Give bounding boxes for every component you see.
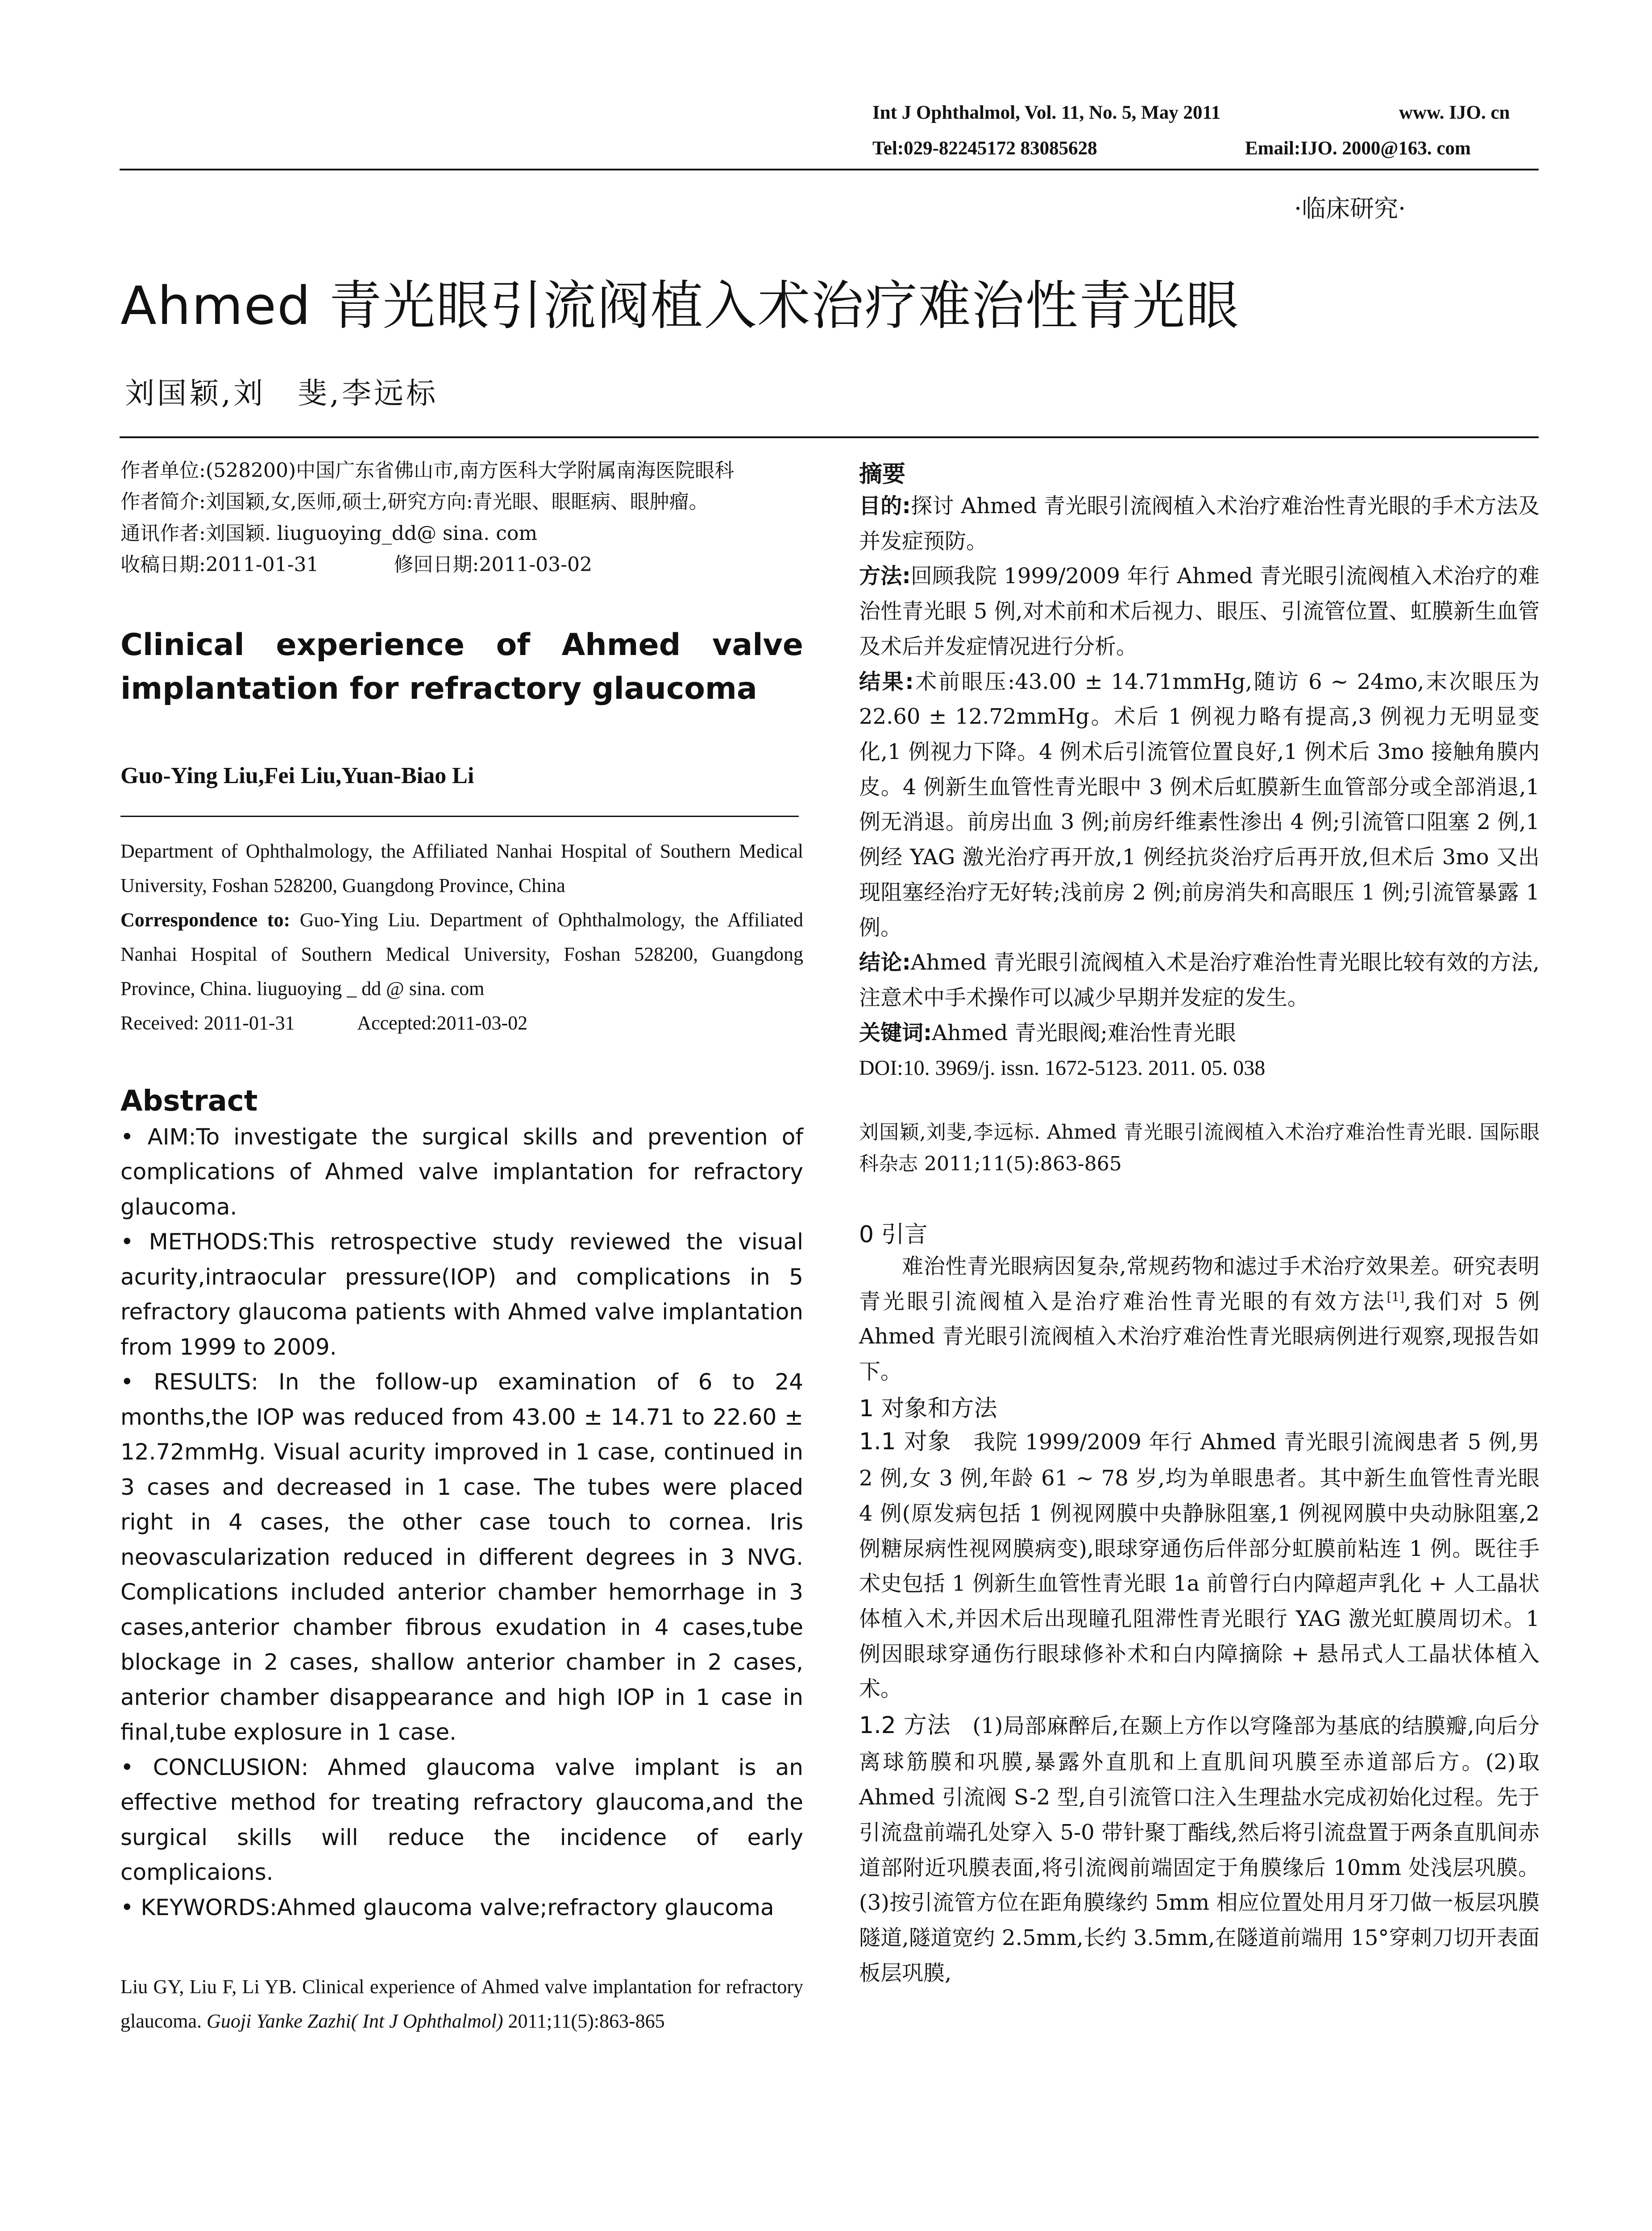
citation-cn: 刘国颖,刘斐,李远标. Ahmed 青光眼引流阀植入术治疗难治性青光眼. 国际眼科杂志 2011;11(5):863-865 [859,1121,1540,1175]
received-date-en: Received: 2011-01-31 [120,1012,295,1034]
section-1-heading: 1 对象和方法 [859,1395,997,1422]
author-affiliation-cn: 作者单位:(528200)中国广东省佛山市,南方医科大学附属南海医院眼科 [120,459,735,482]
right-column [859,455,1540,1990]
journal-tel: Tel:029-82245172 83085628 [872,138,1097,159]
citation-en-journal: Guoji Yanke Zazhi( Int J Ophthalmol) [207,2010,503,2032]
methods-label-cn: 方法: [859,564,911,589]
dates-en [120,1006,803,1040]
abstract-heading-en: Abstract [120,1084,258,1118]
section-1-2-label: 1.2 方法 [859,1712,951,1739]
abstract-keywords-en: • KEYWORDS:Ahmed glaucoma valve;refractory glaucoma [120,1894,774,1920]
citation-en-volume: 2011;11(5):863-865 [503,2010,665,2032]
section-1-1-text: 我院 1999/2009 年行 Ahmed 青光眼引流阀患者 5 例,男 2 例,女 3 例,年龄 61 ~ 78 岁,均为单眼患者。其中新生血管性青光眼 4 例(原发病包括 1 例视网膜中央静脉阻塞,1 例视网膜中央动脉阻塞,2 例糖尿病性视网膜病变),眼球穿通伤后伴部分虹膜前粘连 1 例。既往手术史包括 1 例新生血管性青光眼 1a 前曾行白内障超声乳化 + 人工晶状体植入术,并因术后出现瞳孔阻滞性青光眼行 YAG 激光虹膜周切术。1 例因眼球穿通伤行眼球修补术和白内障摘除 + 悬吊式人工晶状体植入术。 [859,1429,1540,1702]
accepted-date-en: Accepted:2011-03-02 [357,1012,528,1034]
conclusion-label-cn: 结论: [859,950,911,975]
article-title-en: Clinical experience of Ahmed valve implantation for refractory glaucoma [120,627,803,707]
abstract-aim-cn [859,489,1540,559]
affiliation-en: Department of Ophthalmology, the Affiliated Nanhai Hospital of Southern Medical University, Foshan 528200, Guangdong Province, China [120,840,803,896]
authors-en: Guo-Ying Liu,Fei Liu,Yuan-Biao Li [120,763,474,788]
authors-rule [120,816,799,817]
section-0-text-b: ,我们对 5 例 Ahmed 青光眼引流阀植入术治疗难治性青光眼病例进行观察,现报告如下。 [859,1289,1540,1385]
correspondence-label: Correspondence to: [120,908,291,931]
title-rule [120,436,1539,438]
corresponding-author-cn: 通讯作者:刘国颖. liuguoying_dd@ sina. com [120,522,538,545]
abstract-conclusion-en: • CONCLUSION: Ahmed glaucoma valve implant is an effective method for treating refractory glaucoma,and the surgical skills will reduce the incidence of early complicaions. [120,1754,803,1886]
abstract-results-en: • RESULTS: In the follow-up examination of 6 to 24 months,the IOP was reduced from 43.00 ± 14.71 to 22.60 ± 12.72mmHg. Visual acurity improved in 1 case, continued in 3 cases and decreased in 1 case. The tubes were placed right in 4 cases, the other case touch to cornea. Iris neovascularization reduced in different degrees in 3 NVG. Complications included anterior chamber hemorrhage in 3 cases,anterior chamber fibrous exudation in 4 cases,tube blockage in 2 cases, shallow anterior chamber in 2 cases, anterior chamber disappearance and high IOP in 1 case in final,tube explosure in 1 case. [120,1369,803,1746]
abstract-aim-en: • AIM:To investigate the surgical skills and prevention of complications of Ahmed valve implantation for refractory glaucoma. [120,1124,803,1220]
correspondence-en [120,903,803,1006]
section-1-2-paragraph [859,1707,1540,1990]
author-bio-cn: 作者简介:刘国颖,女,医师,硕士,研究方向:青光眼、眼眶病、眼肿瘤。 [120,490,709,514]
abstract-keywords-cn [859,1016,1540,1051]
section-0-text-a: 难治性青光眼病因复杂,常规药物和滤过手术治疗效果差。研究表明青光眼引流阀植入是治疗难治性青光眼的有效方法 [859,1254,1540,1314]
section-1-1-paragraph [859,1423,1540,1707]
results-label-cn: 结果: [859,669,914,694]
left-column [120,455,803,2038]
abstract-heading-cn: 摘要 [859,461,906,488]
authors-cn: 刘国颖,刘 斐,李远标 [125,376,438,411]
journal-email: Email:IJO. 2000@163. com [1245,138,1471,159]
citation-en-text: Liu GY, Liu F, Li YB. Clinical experience of Ahmed valve implantation for refractory glaucoma. [120,1976,803,2032]
aim-label-cn: 目的: [859,493,911,518]
abstract-conclusion-cn [859,945,1540,1015]
section-tag: ·临床研究· [1294,195,1406,223]
section-1-1-label: 1.1 对象 [859,1428,952,1455]
reference-1: [1] [1386,1289,1405,1304]
correspondence-text: Guo-Ying Liu. Department of Ophthalmology, the Affiliated Nanhai Hospital of Southern Medical University, Foshan 528200, Guangdong Province, China. liuguoying _ dd @ sina. com [120,908,804,999]
section-0-paragraph [859,1249,1540,1389]
methods-text-cn: 回顾我院 1999/2009 年行 Ahmed 青光眼引流阀植入术治疗的难治性青光眼 5 例,对术前和术后视力、眼压、引流管位置、虹膜新生血管及术后并发症情况进行分析。 [859,564,1540,659]
revised-date-cn: 修回日期:2011-03-02 [394,553,593,576]
abstract-results-cn [859,664,1540,945]
results-text-cn: 术前眼压:43.00 ± 14.71mmHg,随访 6 ~ 24mo,末次眼压为 22.60 ± 12.72mmHg。术后 1 例视力略有提高,3 例视力无明显变化,1 例视力下降。4 例术后引流管位置良好,1 例术后 3mo 接触角膜内皮。4 例新生血管性青光眼中 3 例术后虹膜新生血管部分或全部消退,1 例无消退。前房出血 3 例;前房纤维素性渗出 4 例;引流管口阻塞 2 例,1 例经 YAG 激光治疗再开放,1 例经抗炎治疗后再开放,但术后 3mo 又出现阻塞经治疗无好转;浅前房 2 例;前房消失和高眼压 1 例;引流管暴露 1 例。 [859,669,1540,940]
abstract-methods-cn [859,559,1540,664]
section-0-heading: 0 引言 [859,1221,928,1248]
abstract-methods-en: • METHODS:This retrospective study reviewed the visual acurity,intraocular pressure(IOP) and complications in 5 refractory glaucoma patients with Ahmed valve implantation from 1999 to 2009. [120,1229,803,1360]
section-1-2-text: (1)局部麻醉后,在颞上方作以穹隆部为基底的结膜瓣,向后分离球筋膜和巩膜,暴露外直肌和上直肌间巩膜至赤道部后方。(2)取 Ahmed 引流阀 S-2 型,自引流管口注入生理盐水完成初始化过程。先于引流盘前端孔处穿入 5-0 带针聚丁酯线,然后将引流盘置于两条直肌间赤道部附近巩膜表面,将引流阀前端固定于角膜缘后 10mm 处浅层巩膜。(3)按引流管方位在距角膜缘约 5mm 相应位置处用月牙刀做一板层巩膜隧道,隧道宽约 2.5mm,长约 3.5mm,在隧道前端用 15°穿刺刀切开表面板层巩膜, [859,1713,1540,1986]
header-rule [120,169,1539,170]
keywords-label-cn: 关键词: [859,1020,932,1045]
aim-text-cn: 探讨 Ahmed 青光眼引流阀植入术治疗难治性青光眼的手术方法及并发症预防。 [859,493,1540,554]
journal-citation-header: Int J Ophthalmol, Vol. 11, No. 5, May 2011 [872,102,1221,123]
journal-website: www. IJO. cn [1399,102,1510,123]
keywords-text-cn: Ahmed 青光眼阀;难治性青光眼 [932,1020,1236,1045]
dates-cn [120,549,803,581]
article-title-cn: Ahmed 青光眼引流阀植入术治疗难治性青光眼 [120,275,1240,336]
citation-en [120,1970,803,2038]
conclusion-text-cn: Ahmed 青光眼引流阀植入术是治疗难治性青光眼比较有效的方法,注意术中手术操作可以减少早期并发症的发生。 [859,950,1540,1011]
received-date-cn: 收稿日期:2011-01-31 [120,553,319,576]
doi: DOI:10. 3969/j. issn. 1672-5123. 2011. 05. 038 [859,1056,1266,1080]
